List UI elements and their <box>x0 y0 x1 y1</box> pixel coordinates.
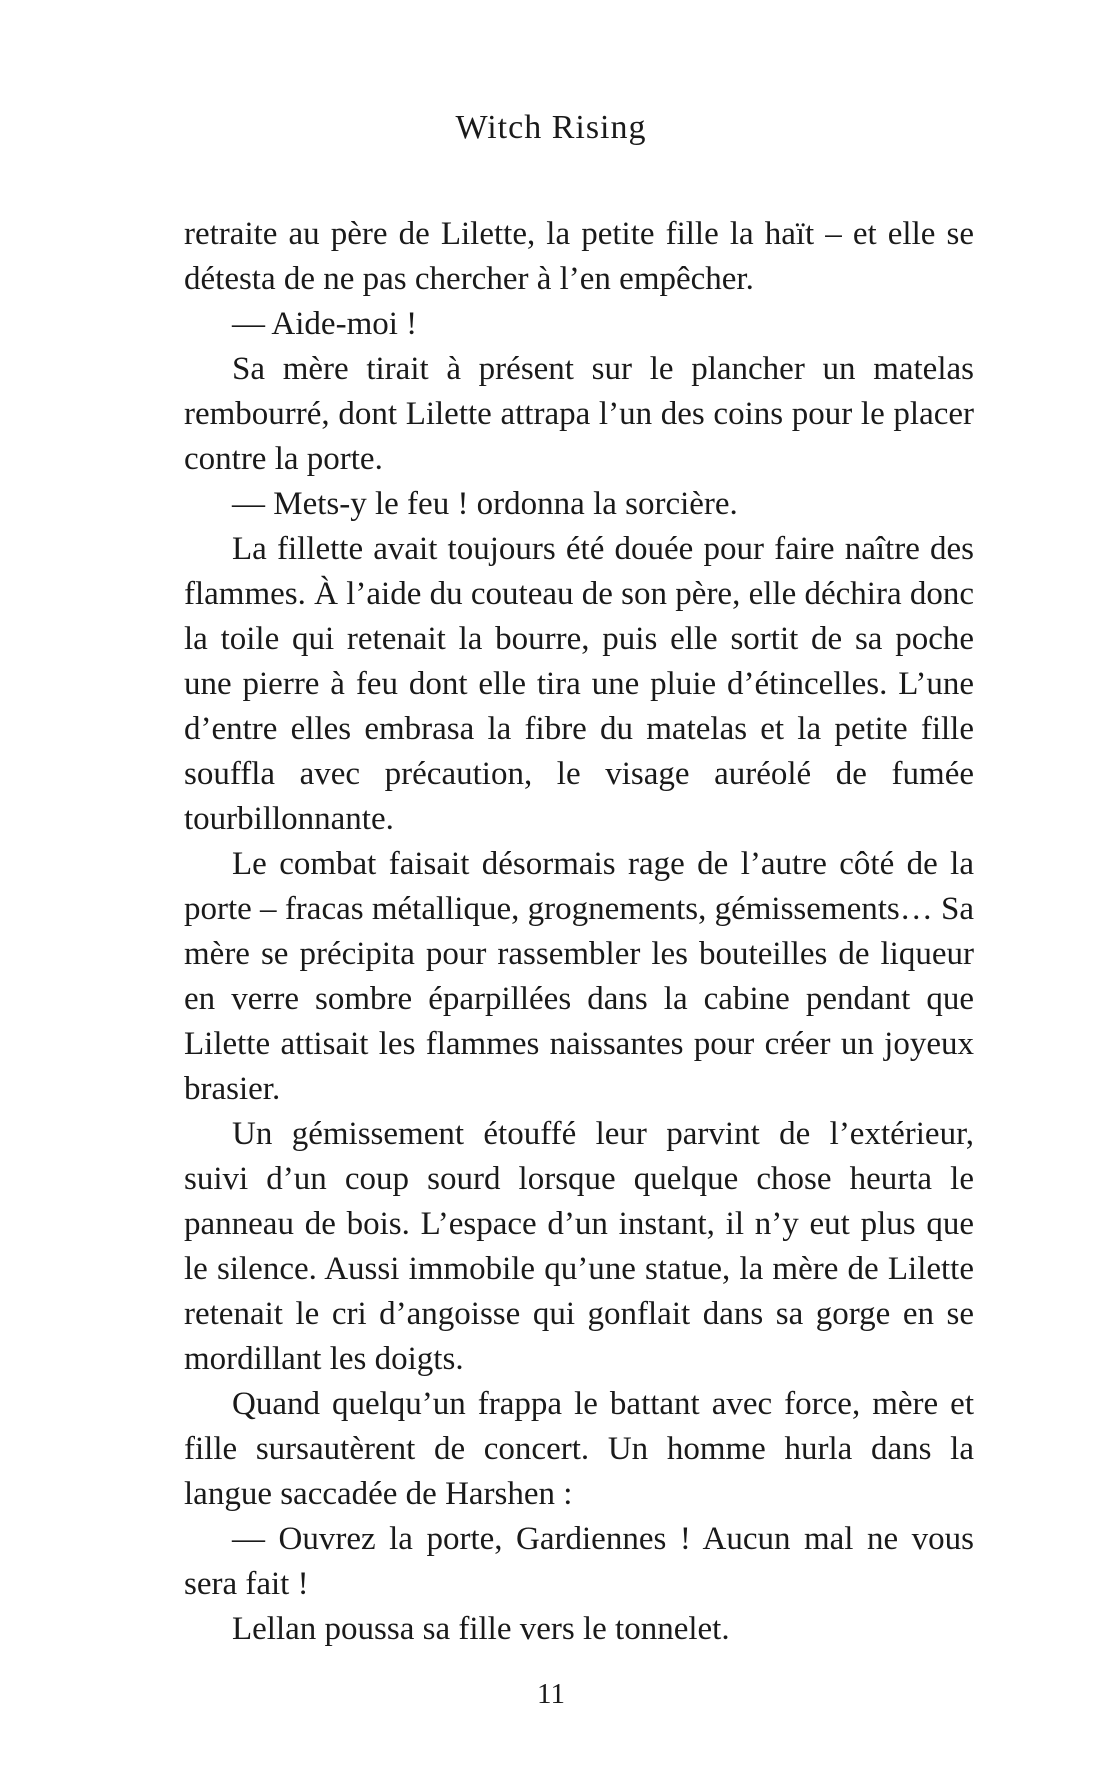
paragraph: Quand quelqu’un frappa le battant avec force, mère et fille sursautèrent de concert. Un homme hurla dans la langue saccadée de Harshen : <box>184 1386 974 1512</box>
paragraph: La fillette avait toujours été douée pour faire naître des flammes. À l’aide du couteau de son père, elle déchira donc la toile qui retenait la bourre, puis elle sortit de sa poche une pierre à feu dont elle tira une pluie d’étincelles. L’une d’entre elles embrasa la fibre du matelas et la petite fille souffla avec précaution, le visage auréolé de fumée tourbillonnante. <box>184 531 974 837</box>
paragraph-dialogue: — Aide-moi ! <box>232 306 418 342</box>
paragraph-dialogue: — Ouvrez la porte, Gardiennes ! Aucun mal ne vous sera fait ! <box>184 1521 974 1602</box>
paragraph: Lellan poussa sa fille vers le tonnelet. <box>232 1611 730 1647</box>
running-head: Witch Rising <box>455 109 647 146</box>
paragraph: Le combat faisait désormais rage de l’autre côté de la porte – fracas métallique, grognements, gémissements… Sa mère se précipita pour rassembler les bouteilles de liqueur en verre sombre éparpillées dans la cabine pendant que Lilette attisait les flammes naissantes pour créer un joyeux brasier. <box>184 846 974 1107</box>
body-text <box>184 212 974 1652</box>
page-number: 11 <box>537 1678 565 1710</box>
paragraph: Un gémissement étouffé leur parvint de l’extérieur, suivi d’un coup sourd lorsque quelque chose heurta le panneau de bois. L’espace d’un instant, il n’y eut plus que le silence. Aussi immobile qu’une statue, la mère de Lilette retenait le cri d’angoisse qui gonflait dans sa gorge en se mordillant les doigts. <box>184 1116 974 1377</box>
paragraph: Sa mère tirait à présent sur le plancher un matelas rembourré, dont Lilette attrapa l’un des coins pour le placer contre la porte. <box>184 351 974 477</box>
paragraph-dialogue: — Mets-y le feu ! ordonna la sorcière. <box>232 486 738 522</box>
paragraph-continuation: retraite au père de Lilette, la petite fille la haït – et elle se détesta de ne pas chercher à l’en empêcher. <box>184 216 974 297</box>
